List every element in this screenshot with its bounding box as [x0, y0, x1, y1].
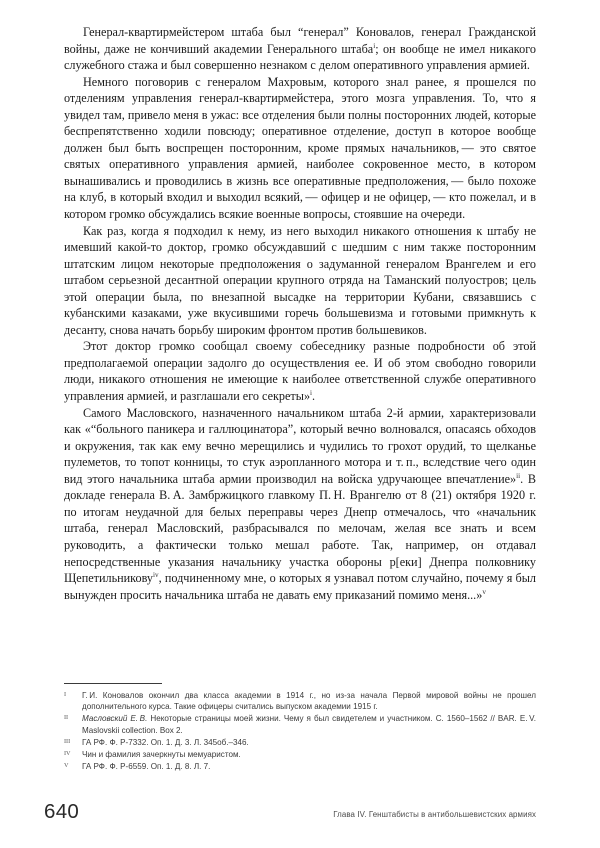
paragraph-1 — [64, 24, 536, 74]
footnote-separator-rule — [64, 683, 162, 684]
footnote-mark-3: III — [64, 737, 71, 745]
footnote-text-2: Некоторые страницы моей жизни. Чему я был свидетелем и участником. С. 1560–1562 // BAR. E. V. Maslovskii collection. Box 2. — [82, 714, 537, 735]
footnote-mark-4: IV — [64, 750, 71, 758]
footnote-marker-5[interactable]: v — [482, 587, 486, 596]
paragraph-3 — [64, 223, 536, 339]
footnote-text-5: ГА РФ. Ф. Р-6559. Оп. 1. Д. 8. Л. 7. — [82, 762, 211, 772]
footnotes-section — [64, 683, 536, 773]
footnote-marker-1[interactable]: i — [373, 41, 376, 50]
page-footer — [0, 800, 600, 840]
paragraph-4-text-a: Этот доктор громко сообщал своему собеседнику разные подробности об этой предполагаемой операции задолго до осуществления ее. И об этом свободно говорили люди, никакого отношения не имеющие к наиболее ответственной службе оперативного управления армией, и разглашали его секреты» — [64, 339, 536, 404]
paragraph-2 — [64, 74, 536, 223]
footnote-mark-2: II — [64, 714, 69, 722]
footnote-marker-3[interactable]: i — [310, 388, 313, 397]
footnote-author-2: Масловский Е. В. — [82, 714, 148, 724]
paragraph-1-text-b: ; он вообще не имел никакого служебного стажа и был совершенно незнаком с делом оперативного управления армией. — [64, 41, 536, 73]
page-body-text — [64, 24, 536, 603]
paragraph-2-text: Немного поговорив с генералом Махровым, которого знал ранее, я прошелся по отделениям управления генерал-квартирмейстера, этого мозга управления. То, что я увидел там, привело меня в ужас: все отделения были полны посторонних людей, которые беспрепятственно ходили повсюду; оперативное отделение, доступ в которое вообще должен был быть воспрещен посторонним, кроме прямых начальников, — это святое святых оперативного управления армией, наиболее сокровенное место, в котором вынашивались и проводились в жизнь все оперативные предположения, — было похоже на клуб, в который входил и выходил всякий, — офицер и не офицер, — кто пожелал, и в котором громко обсуждались всякие военные вопросы, стоявшие на очереди. — [64, 74, 536, 222]
footnote-item-1 — [64, 690, 536, 712]
running-chapter-title: Глава IV. Генштабисты в антибольшевистских армиях — [333, 810, 536, 819]
paragraph-5-text-a: Самого Масловского, назначенного начальником штаба 2-й армии, характеризовали как «“больного паникера и галлюцинатора”, который вечно волновался, опасаясь обходов и окружения, так как ему вечно мерещились и чудились то грохот орудий, то щелканье пулеметов, то топот конницы, то стук аэропланного мотора и т. п., вследствие чего один вид этого начальника штаба армии производил на войска удручающее впечатление» — [64, 405, 536, 486]
paragraph-5 — [64, 405, 536, 604]
page-number: 640 — [44, 800, 80, 823]
paragraph-4 — [64, 338, 536, 404]
footnote-item-3 — [64, 737, 536, 748]
footnote-marker-2[interactable]: ii — [516, 471, 521, 480]
paragraph-5-text-c: , подчиненному мне, о которых я узнавал потом случайно, почему я был вынужден просить начальника штаба не давать ему приказаний помимо меня...» — [64, 571, 536, 602]
paragraph-5-text-b: . В докладе генерала В. А. Замбржицкого главкому П. Н. Врангелю от 8 (21) октября 1920 г. по итогам неудачной для белых переправы через Днепр отмечалось, что «начальник штаба, генерал Масловский, разбрасывался по мелочам, желая все знать и всем руководить, а фактически только мешал работе. Так, например, он отдавал непосредственные указания начальнику участка обороны р[еки] Днепра полковнику Щепетильникову — [64, 471, 536, 586]
footnote-text-4: Чин и фамилия зачеркнуты мемуаристом. — [82, 750, 241, 760]
paragraph-1-text-a: Генерал-квартирмейстером штаба был “генерал” Коновалов, генерал Гражданской войны, даже не кончивший академии Генерального штаба — [64, 25, 536, 56]
paragraph-3-text: Как раз, когда я подходил к нему, из него выходил никакого отношения к штабу не имевший какой-то доктор, громко обсуждавший с шедшим с ним также посторонним штатским лицом некоторые предположения о задуманной генералом Врангелем и его штабом серьезной десантной операции крупного отряда на Таманский полуостров; цель этой операции была, по внезапной высадке на территории Кубани, связавшись с кубанскими казаками, уже вкусившими горечь большевизма и готовыми примкнуть к десанту, снова начать борьбу широким фронтом против большевиков. — [64, 223, 536, 337]
footnote-item-5 — [64, 761, 536, 772]
footnote-mark-5: V — [64, 762, 69, 770]
footnote-item-2 — [64, 713, 536, 735]
footnote-marker-4[interactable]: iv — [153, 570, 159, 579]
footnote-mark-1: I — [64, 691, 67, 698]
paragraph-4-text-b: . — [312, 389, 316, 404]
footnote-text-1: Г. И. Коновалов окончил два класса академии в 1914 г., но из-за начала Первой мировой войны не прошел дополнительного курса. Такие офицеры считались выпуском академии 1915 г. — [82, 691, 536, 712]
footnote-item-4 — [64, 749, 536, 760]
footnote-text-3: ГА РФ. Ф. Р-7332. Оп. 1. Д. 3. Л. 345об.–346. — [82, 737, 249, 747]
